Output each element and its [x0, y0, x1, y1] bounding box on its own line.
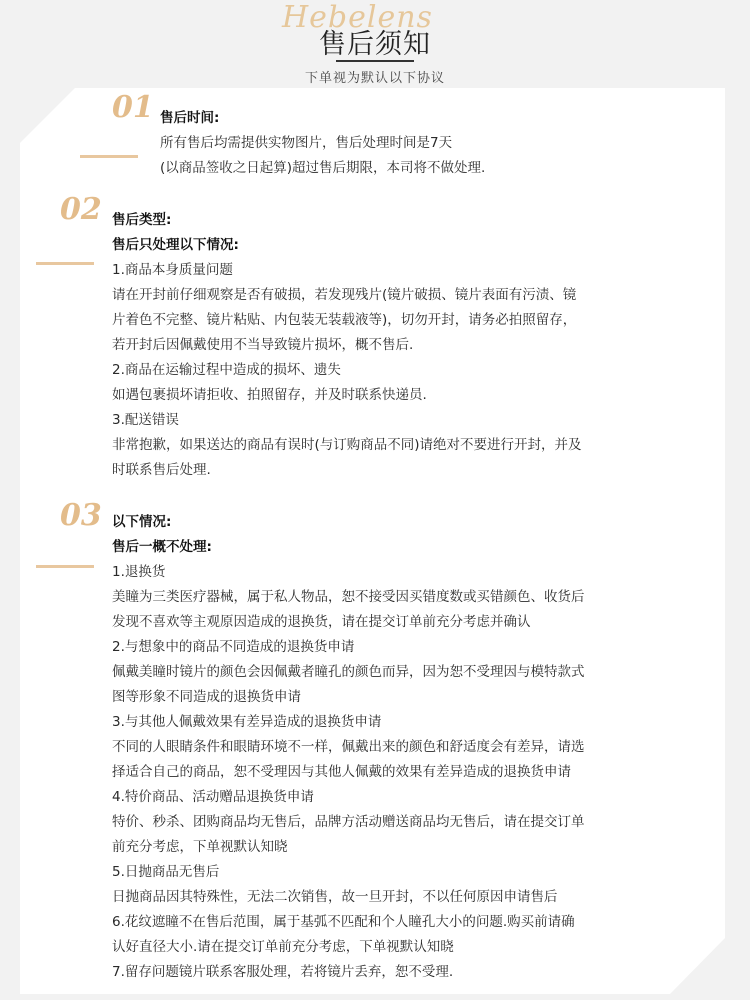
section-1-line: 所有售后均需提供实物图片，售后处理时间是7天 — [160, 135, 453, 151]
section-3-line: 不同的人眼睛条件和眼睛环境不一样，佩戴出来的颜色和舒适度会有差异，请选 — [112, 739, 585, 755]
section-2-line: 售后只处理以下情况: — [112, 237, 239, 253]
section-3-line: 日抛商品因其特殊性，无法二次销售，故一旦开封，不以任何原因申请售后 — [112, 889, 558, 905]
section-3-line: 5.日抛商品无售后 — [112, 864, 220, 880]
section-3-line: 以下情况: — [112, 514, 172, 530]
section-3-content — [112, 510, 585, 985]
section-number-3: 03 — [60, 498, 102, 533]
section-3-line: 6.花纹遮瞳不在售后范围，属于基弧不匹配和个人瞳孔大小的问题.购买前请确 — [112, 914, 575, 930]
section-3-line: 4.特价商品、活动赠品退换货申请 — [112, 789, 314, 805]
section-3-line: 发现不喜欢等主观原因造成的退换货，请在提交订单前充分考虑并确认 — [112, 614, 531, 630]
section-2-line: 请在开封前仔细观察是否有破损，若发现残片(镜片破损、镜片表面有污渍、镜 — [112, 287, 577, 303]
section-3-line: 3.与其他人佩戴效果有差异造成的退换货申请 — [112, 714, 382, 730]
section-3-line: 1.退换货 — [112, 564, 166, 580]
section-divider-1 — [80, 155, 138, 158]
section-3-line: 售后一概不处理: — [112, 539, 212, 555]
page-subtitle: 下单视为默认以下协议 — [304, 71, 445, 86]
page-title: 售后须知 — [319, 29, 431, 60]
section-number-1: 01 — [112, 90, 154, 125]
section-3-line: 7.留存问题镜片联系客服处理，若将镜片丢弃，恕不受理. — [112, 964, 454, 980]
section-number-2: 02 — [60, 192, 102, 227]
title-underline — [336, 60, 414, 62]
section-3-line: 认好直径大小.请在提交订单前充分考虑，下单视默认知晓 — [112, 939, 454, 955]
section-2-line: 如遇包裹损坏请拒收、拍照留存，并及时联系快递员. — [112, 387, 427, 403]
section-3-line: 前充分考虑，下单视默认知晓 — [112, 839, 288, 855]
section-2-line: 片着色不完整、镜片粘贴、内包装无装载液等)，切勿开封，请务必拍照留存， — [112, 312, 577, 328]
section-2-content — [112, 208, 582, 483]
section-3-line: 美瞳为三类医疗器械，属于私人物品，恕不接受因买错度数或买错颜色、收货后 — [112, 589, 585, 605]
section-3-line: 图等形象不同造成的退换货申请 — [112, 689, 301, 705]
section-3-line: 2.与想象中的商品不同造成的退换货申请 — [112, 639, 355, 655]
section-divider-3 — [36, 565, 94, 568]
section-2-line: 2.商品在运输过程中造成的损坏、遗失 — [112, 362, 341, 378]
section-3-line: 择适合自己的商品，恕不受理因与其他人佩戴的效果有差异造成的退换货申请 — [112, 764, 571, 780]
header — [0, 0, 750, 90]
section-1-line: 售后时间: — [160, 110, 220, 126]
section-3-line: 佩戴美瞳时镜片的颜色会因佩戴者瞳孔的颜色而异，因为恕不受理因与模特款式 — [112, 664, 585, 680]
section-2-line: 若开封后因佩戴使用不当导致镜片损坏，概不售后. — [112, 337, 414, 353]
brand-script-logo: Hebelens — [282, 0, 433, 35]
section-2-line: 3.配送错误 — [112, 412, 179, 428]
section-2-line: 时联系售后处理. — [112, 462, 211, 478]
section-2-line: 售后类型: — [112, 212, 172, 228]
section-2-line: 1.商品本身质量问题 — [112, 262, 233, 278]
section-divider-2 — [36, 262, 94, 265]
section-1-content — [160, 106, 485, 181]
section-3-line: 特价、秒杀、团购商品均无售后，品牌方活动赠送商品均无售后，请在提交订单 — [112, 814, 585, 830]
section-2-line: 非常抱歉，如果送达的商品有误时(与订购商品不同)请绝对不要进行开封，并及 — [112, 437, 582, 453]
section-1-line: (以商品签收之日起算)超过售后期限，本司将不做处理. — [160, 160, 486, 176]
